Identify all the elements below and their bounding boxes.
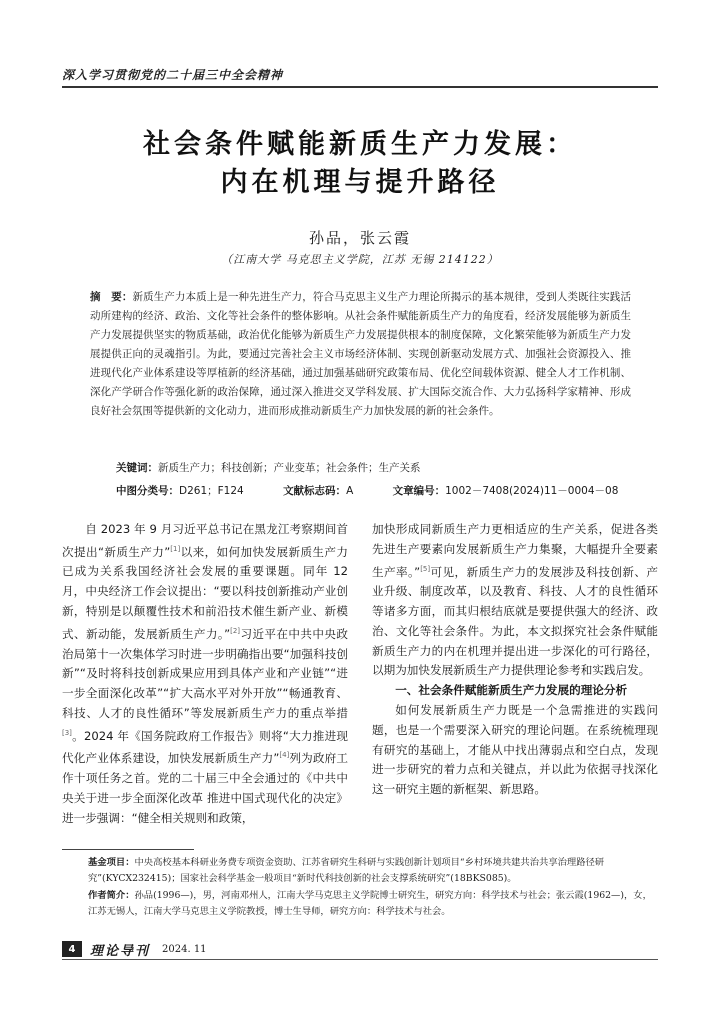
- citation-ref: [3]: [62, 728, 72, 737]
- intro-paragraph-continued: 加快形成同新质生产力更相适应的生产关系，促进各类先进生产要素向发展新质生产力集聚，大幅提升全要素生产率。”[5]可见，新质生产力的发展涉及科技创新、产业升级、制度改革，以及教育、科技、人才的良性循环等诸多方面，而其归根结底就是要提供强大的经济、政治、文化等社会条件。为此，本文拟探究社会条件赋能新质生产力的内在机理并提出进一步深化的可行路径，以期为加快发展新质生产力提供理论参考和实践启发。: [372, 522, 658, 678]
- footer-rule: [62, 959, 658, 960]
- abstract-text: 新质生产力本质上是一种先进生产力，符合马克思主义生产力理论所揭示的基本规律，受到人类既往实践活动所建构的经济、政治、文化等社会条件的整体影响。从社会条件赋能新质生产力的角度看，经济发展能够为新质生产力发展提供坚实的物质基础，政治优化能够为新质生产力发展提供根本的制度保障，文化繁荣能够为新质生产力发展提供正向的灵魂指引。为此，要通过完善社会主义市场经济体制、实现创新驱动发展方式、加强社会资源投入、推进现代化产业体系建设等厚植新的经济基础，通过加强基础研究政策布局、优化空间载体资源、健全人才工作机制、深化产学研合作等强化新的政治保障，通过深入推进交叉学科发展、扩大国际交流合作、大力弘扬科学家精神、形成良好社会氛围等提供新的文化动力，进而形成推动新质生产力加快发展的新的社会条件。: [90, 291, 632, 417]
- article-number-label: 文章编号：: [392, 485, 446, 497]
- abstract-label: 摘 要：: [90, 291, 133, 303]
- right-column: [372, 520, 658, 800]
- funding-text: 中央高校基本科研业务费专项资金资助、江苏省研究生科研与实践创新计划项目“乡村环境共建共治共享治理路径研究”(KYCX232415)；国家社会科学基金一般项目“新时代科技创新的社会支撑系统研究”(18BKS085)。: [88, 857, 605, 884]
- funding-footnote: [88, 855, 660, 887]
- article-title: [0, 126, 720, 202]
- author-info-text: 孙品(1996—)，男，河南邓州人，江南大学马克思主义学院博士研究生，研究方向：科学技术与社会；张云霞(1962—)，女，江苏无锡人，江南大学马克思主义学院教授，博士生导师，研究方向：科学技术与社会。: [88, 890, 652, 917]
- journal-name: 理论导刊: [90, 943, 151, 959]
- funding-label: 基金项目：: [88, 857, 135, 868]
- keywords-label: 关键词：: [116, 462, 158, 474]
- doc-code-value: A: [346, 485, 354, 497]
- keywords: [116, 460, 421, 475]
- keywords-text: 新质生产力；科技创新；产业变革；社会条件；生产关系: [158, 462, 421, 474]
- page-footer: [62, 940, 207, 958]
- section-heading: 一、社会条件赋能新质生产力发展的理论分析: [395, 683, 628, 698]
- left-column: [62, 520, 348, 828]
- author-info-label: 作者简介：: [88, 890, 135, 901]
- affiliation: （江南大学 马克思主义学院，江苏 无锡 214122）: [221, 253, 499, 266]
- citation-ref: [2]: [230, 626, 241, 635]
- citation-ref: [4]: [279, 751, 290, 760]
- clc-value: D261；F124: [179, 485, 244, 497]
- footnote-rule: [62, 849, 194, 850]
- issue-date: 2024. 11: [162, 943, 207, 955]
- section-paragraph: 如何发展新质生产力既是一个急需推进的实践问题，也是一个需要深入研究的理论问题。在系统梳理现有研究的基础上，才能从中找出薄弱点和空白点，发现进一步研究的着力点和关键点，并以此为依据寻找深化这一研究主题的新框架、新思路。: [372, 703, 658, 797]
- intro-paragraph: 自 2023 年 9 月习近平总书记在黑龙江考察期间首次提出“新质生产力”[1]以来，如何加快发展新质生产力已成为关系我国经济社会发展的重要课题。同年 12 月，中央经济工作会议提出：“要以科技创新推动产业创新，特别是以颠覆性技术和前沿技术催生新产业、新模式、新动能，发展新质生产力。”[2]习近平在中共中央政治局第十一次集体学习时进一步明确指出要“加强科技创新”“及时将科技创新成果应用到具体产业和产业链”“进一步全面深化改革”“扩大高水平对外开放”“畅通教育、科技、人才的良性循环”等发展新质生产力的重点举措[3]。2024 年《国务院政府工作报告》则将“大力推进现代化产业体系建设，加快发展新质生产力”[4]列为政府工作十项任务之首。党的二十届三中全会通过的《中共中央关于进一步全面深化改革 推进中国式现代化的决定》进一步强调：“健全相关规则和政策，: [62, 522, 348, 825]
- classification-line: [116, 483, 654, 498]
- running-head: 深入学习贯彻党的二十届三中全会精神: [62, 68, 284, 82]
- citation-ref: [1]: [170, 544, 181, 553]
- author-footnote: [88, 888, 660, 920]
- authors: 孙品，张云霞: [308, 229, 411, 247]
- title-line-1: 社会条件赋能新质生产力发展：: [143, 129, 577, 160]
- article-number-value: 1002－7408(2024)11－0004－08: [445, 485, 619, 497]
- doc-code-label: 文献标志码：: [283, 485, 347, 497]
- header-rule: [62, 86, 658, 88]
- abstract: [90, 288, 631, 421]
- page-number: 4: [62, 941, 82, 957]
- title-line-2: 内在机理与提升路径: [220, 167, 500, 198]
- clc-label: 中图分类号：: [116, 485, 179, 497]
- citation-ref: [5]: [420, 564, 431, 573]
